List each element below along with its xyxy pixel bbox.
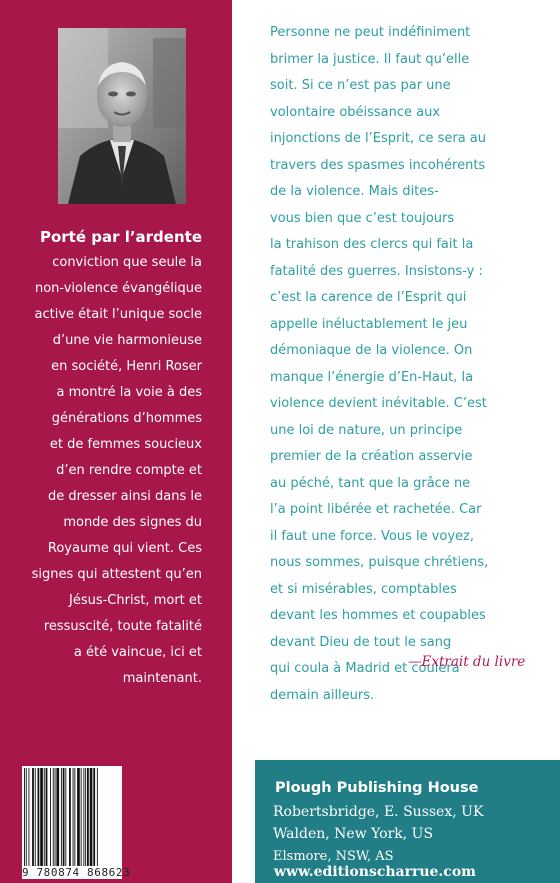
blurb-line: et de femmes soucieux [49,437,202,452]
barcode-bar [81,768,82,866]
blurb-line: monde des signes du [63,515,202,530]
portrait-image [58,28,186,204]
barcode-bar [26,768,27,866]
barcode-bar [40,768,43,866]
quote-line: devant Dieu de tout le sang [270,634,452,650]
quote-line: c’est la carence de l’Esprit qui [270,290,467,305]
blurb-line: active était l’unique socle [34,307,202,322]
quote-line: premier de la création asservie [270,449,473,464]
left-panel [0,0,232,883]
barcode-bar [77,768,80,866]
barcode-bar [97,768,98,866]
barcode-bar [69,768,71,866]
blurb-line: en société, Henri Roser [51,359,202,374]
quote-attribution: —Extrait du livre [408,654,526,670]
barcode-bar [85,768,86,866]
quote-line: soit. Si ce n’est pas par une [270,78,451,93]
blurb-line: d’une vie harmonieuse [52,333,202,348]
quote-line: manque l’énergie d’En-Haut, la [270,369,474,385]
publisher-address-as: Elsmore, NSW, AS [273,849,394,864]
blurb-line: non-violence évangélique [34,281,202,296]
barcode [22,766,122,868]
quote-block [270,20,550,709]
barcode-bar [29,768,30,866]
quote-line: volontaire obéissance aux [270,104,441,120]
quote-line: il faut une force. Vous le voyez, [270,528,474,544]
quote-line: de la violence. Mais dites- [270,184,439,199]
blurb-line: Jésus-Christ, mort et [68,593,202,608]
blurb-line: ressuscité, toute fatalité [43,619,202,634]
quote-line: Personne ne peut indéfiniment [270,25,471,40]
barcode-bar [83,768,84,866]
quote-line: travers des spasmes incohérents [270,157,486,173]
quote-line: démoniaque de la violence. On [270,343,473,358]
publisher-name: Plough Publishing House [275,780,479,796]
blurb-line: signes qui attestent qu’en [31,567,202,582]
blurb-line: conviction que seule la [52,255,202,270]
quote-line: violence devient inévitable. C’est [270,396,487,411]
barcode-bar [38,768,40,866]
quote-line: injonctions de l’Esprit, ce sera au [270,131,486,146]
quote-line: l’a point libérée et rachetée. Car [270,502,482,517]
publisher-address-us: Walden, New York, US [273,826,434,842]
quote-line: une loi de nature, un principe [270,422,463,438]
barcode-bar [53,768,54,866]
barcode-bar [87,768,89,866]
quote-line: devant les hommes et coupables [270,608,486,623]
quote-line: au péché, tant que la grâce ne [270,475,471,491]
barcode-bar [35,768,36,866]
barcode-bar [56,768,59,866]
portrait-photo [58,28,186,204]
barcode-bar [73,768,74,866]
quote-line: la trahison des clercs qui fait la [270,237,474,252]
quote-line: brimer la justice. Il faut qu’elle [270,51,470,67]
quote-line: nous sommes, puisque chrétiens, [270,555,489,570]
barcode-bar [46,768,48,866]
blurb-line: maintenant. [122,671,202,686]
barcode-bar [93,768,95,866]
blurb-line: Royaume qui vient. Ces [47,541,202,556]
blurb-line: a été vaincue, ici et [73,645,202,660]
barcode-bar [90,768,93,866]
barcode-bar [61,768,62,866]
quote-line: demain ailleurs. [270,687,375,703]
quote-line: appelle inéluctablement le jeu [270,316,468,332]
blurb-line: de dresser ainsi dans le [47,489,202,504]
blurb-line: d’en rendre compte et [56,463,202,478]
quote-line: fatalité des guerres. Insistons-y : [270,263,483,279]
barcode-number: 9 780874 868623 [22,866,131,879]
barcode-bar [32,768,34,866]
blurb-lead: Porté par l’ardente [39,228,202,246]
blurb-line: générations d’hommes [51,411,202,426]
blurb [10,224,202,692]
quote-line: vous bien que c’est toujours [270,210,455,226]
barcode-bar [55,768,56,866]
barcode-bar [44,768,45,866]
barcode-bar [74,768,75,866]
barcode-bar [65,768,66,866]
barcode-bar [24,768,25,866]
quote-line: qui coula à Madrid et coulera [270,661,460,676]
publisher-website-link[interactable]: www.editionscharrue.com [274,864,476,880]
publisher-address-uk: Robertsbridge, E. Sussex, UK [273,804,484,820]
publisher-box [255,760,560,883]
quote-line: et si misérables, comptables [270,581,457,597]
blurb-line: a montré la voie à des [56,385,202,400]
barcode-bar [50,768,51,866]
barcode-bar [63,768,65,866]
barcode-bars [22,766,122,868]
